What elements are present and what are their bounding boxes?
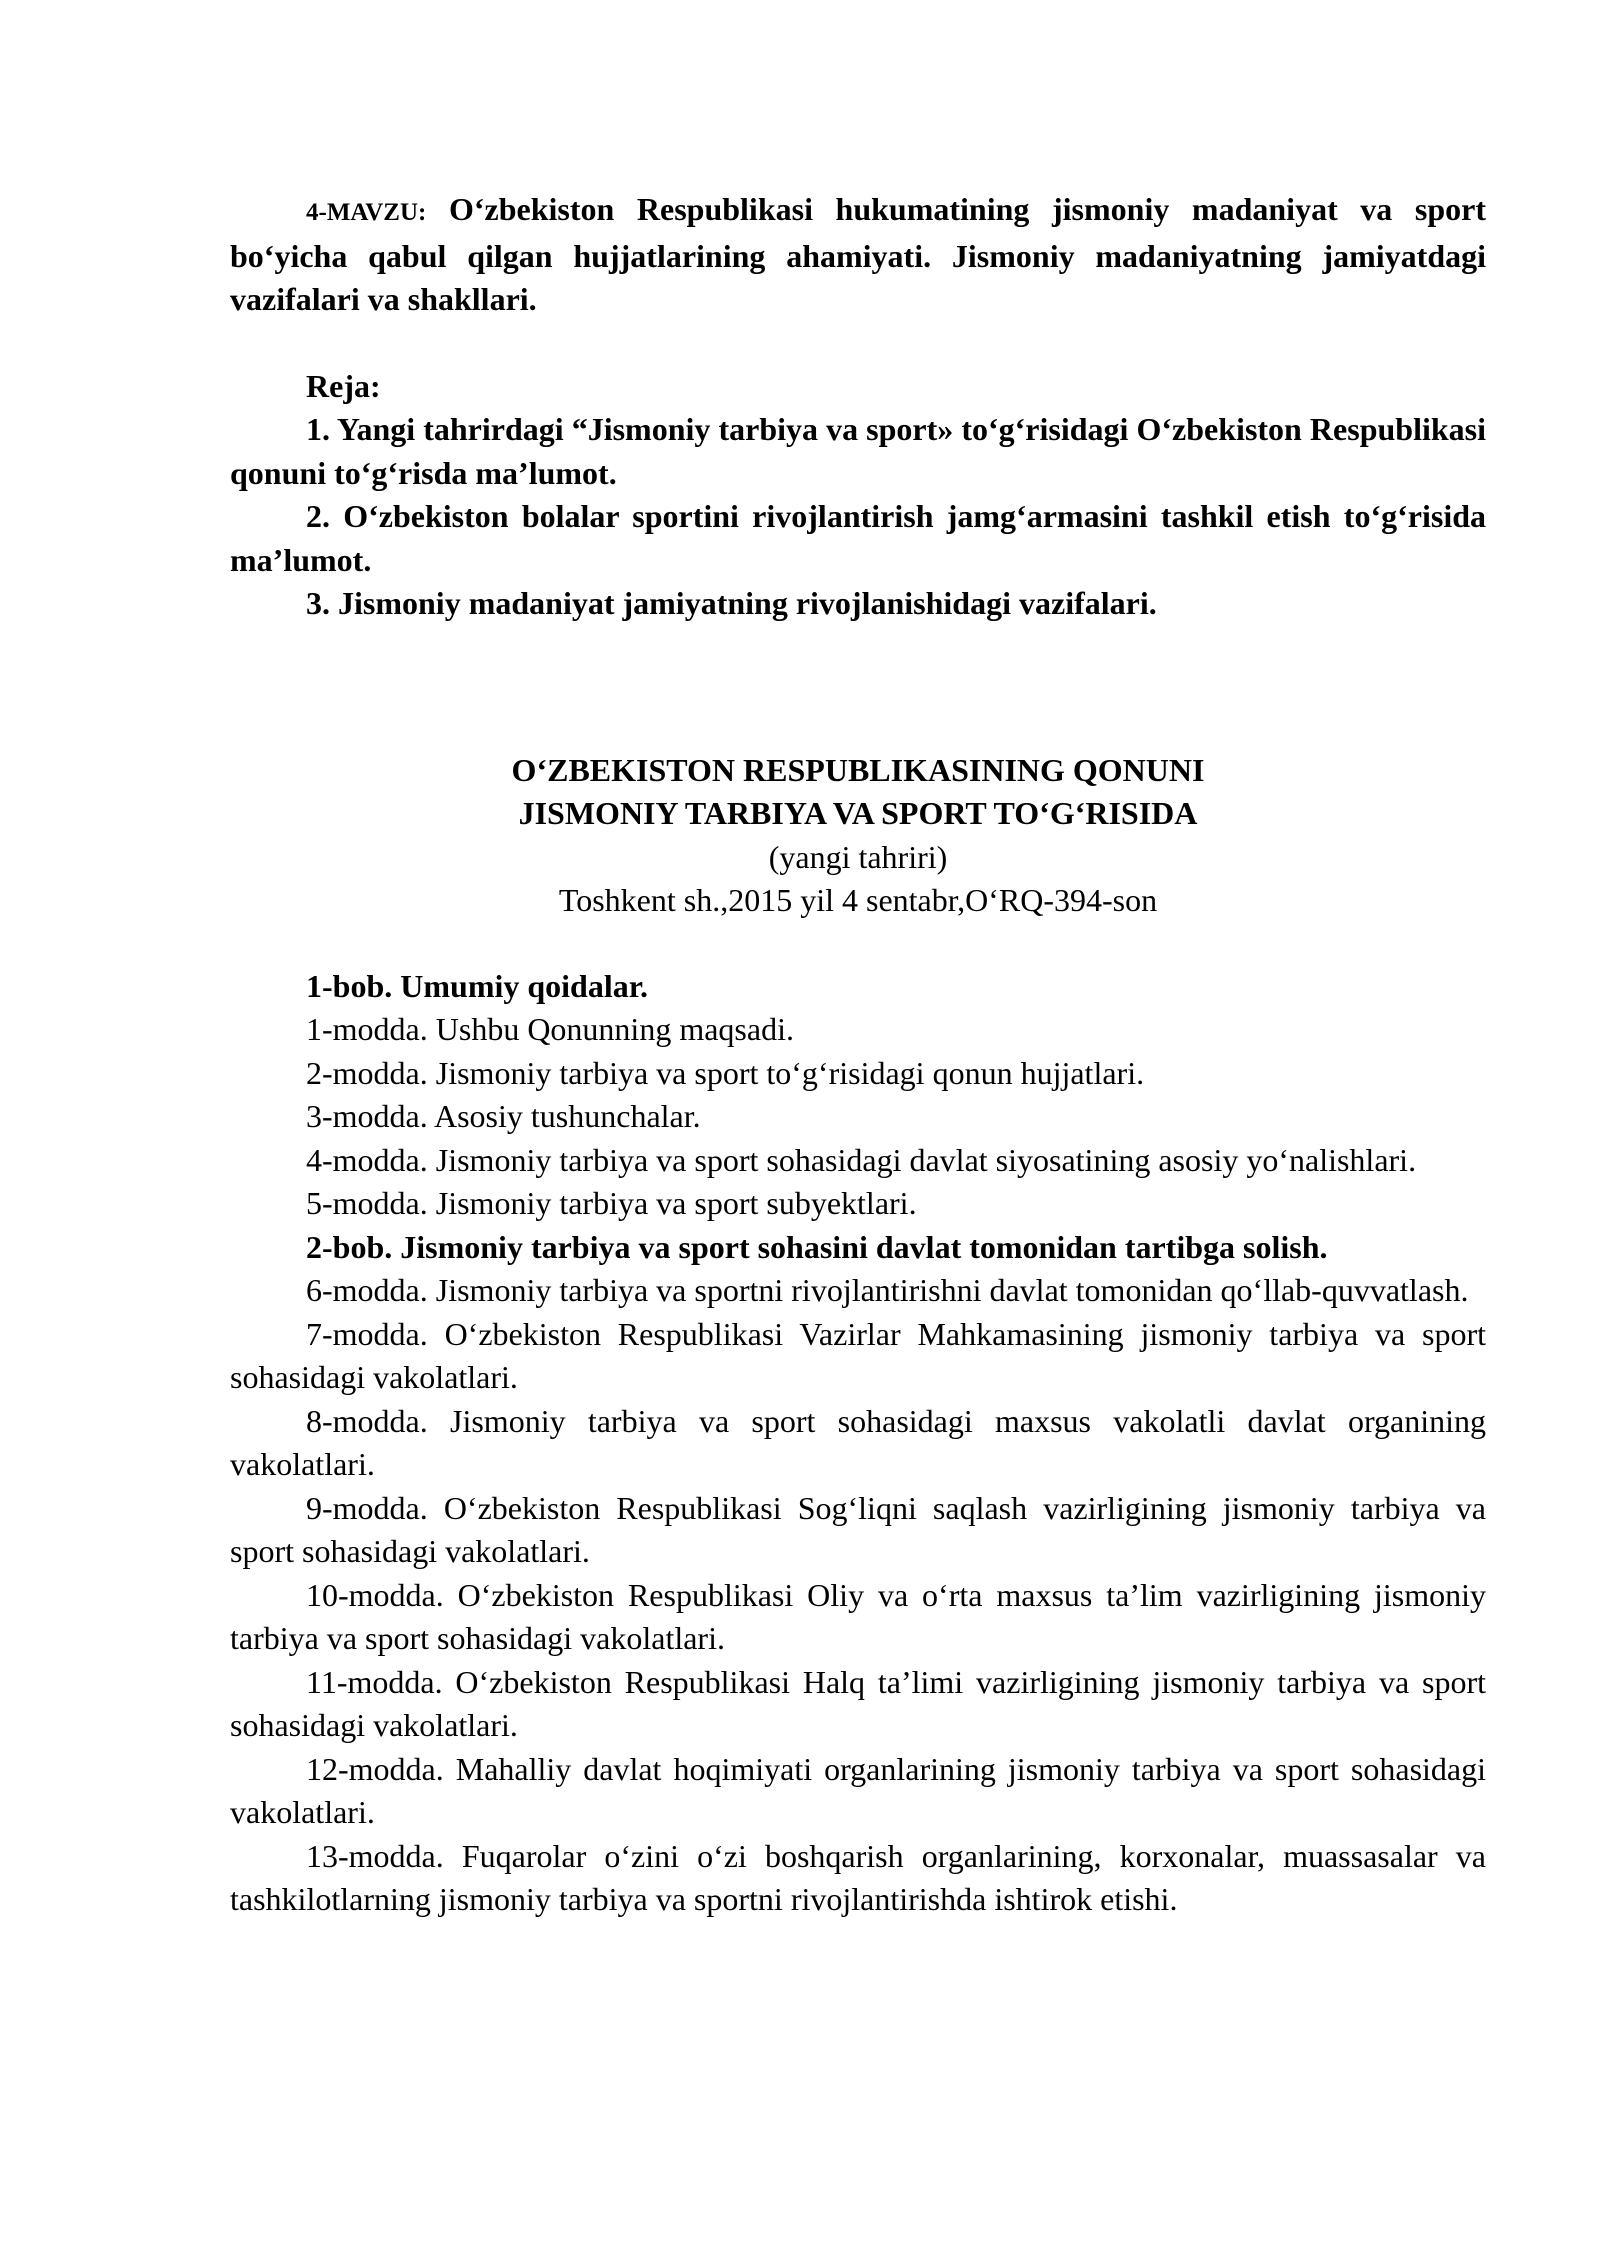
article-item: 3-modda. Asosiy tushunchalar. [306, 1098, 701, 1134]
topic-prefix: 4-MAVZU: [306, 199, 427, 226]
article-item: 11-modda. O‘zbekiston Respublikasi Halq ta’limi vazirligining jismoniy tarbiya va sport sohasidagi vakolatlari. [230, 1663, 1486, 1743]
article-item: 12-modda. Mahalliy davlat hoqimiyati organlarining jismoniy tarbiya va sport sohasidagi vakolatlari. [230, 1750, 1486, 1830]
spacer [230, 923, 1486, 965]
article-item: 1-modda. Ushbu Qonunning maqsadi. [306, 1011, 794, 1047]
law-edition: (yangi tahriri) [768, 838, 948, 875]
chapter-heading: 1-bob. Umumiy qoidalar. [306, 967, 648, 1004]
law-title-line-1: O‘ZBEKISTON RESPUBLIKASINING QONUNI [511, 751, 1205, 788]
spacer [230, 322, 1486, 365]
article-item: 2-modda. Jismoniy tarbiya va sport to‘g‘risidagi qonun hujjatlari. [306, 1054, 1145, 1091]
plan-item: 3. Jismoniy madaniyat jamiyatning rivojlanishidagi vazifalari. [306, 585, 1157, 621]
spacer [230, 626, 1486, 749]
article-item: 9-modda. O‘zbekiston Respublikasi Sog‘liqni saqlash vazirligining jismoniy tarbiya va sport sohasidagi vakolatlari. [230, 1489, 1486, 1569]
law-place-date: Toshkent sh.,2015 yil 4 sentabr,O‘RQ-394-son [558, 882, 1158, 918]
law-title-line-2: JISMONIY TARBIYA VA SPORT TO‘G‘RISIDA [518, 795, 1198, 831]
article-item: 4-modda. Jismoniy tarbiya va sport sohasidagi davlat siyosatining asosiy yo‘nalishlari. [306, 1141, 1417, 1178]
article-item: 8-modda. Jismoniy tarbiya va sport sohasidagi maxsus vakolatli davlat organining vakolatlari. [230, 1402, 1486, 1482]
plan-item: 1. Yangi tahrirdagi “Jismoniy tarbiya va sport» to‘g‘risidagi O‘zbekiston Respublikasi qonuni to‘g‘risda ma’lumot. [230, 411, 1486, 491]
chapter-heading: 2-bob. Jismoniy tarbiya va sport sohasini davlat tomonidan tartibga solish. [306, 1228, 1328, 1265]
topic-title: O‘zbekiston Respublikasi hukumatining jismoniy madaniyat va sport bo‘yicha qabul qilgan hujjatlarining ahamiyati. Jismoniy madaniyatning jamiyatdagi vazifalari va shakllari. [230, 191, 1486, 317]
plan-heading: Reja: [306, 367, 381, 404]
article-item: 10-modda. O‘zbekiston Respublikasi Oliy va o‘rta maxsus ta’lim vazirligining jismoniy tarbiya va sport sohasidagi vakolatlari. [230, 1576, 1486, 1656]
document-page [230, 188, 1486, 1922]
plan-item: 2. O‘zbekiston bolalar sportini rivojlantirish jamg‘armasini tashkil etish to‘g‘risida ma’lumot. [230, 498, 1486, 578]
article-item: 5-modda. Jismoniy tarbiya va sport subyektlari. [306, 1185, 917, 1221]
article-item: 6-modda. Jismoniy tarbiya va sportni rivojlantirishni davlat tomonidan qo‘llab-quvvatlash. [306, 1272, 1469, 1308]
article-item: 7-modda. O‘zbekiston Respublikasi Vazirlar Mahkamasining jismoniy tarbiya va sport sohasidagi vakolatlari. [230, 1315, 1486, 1395]
topic-heading [230, 188, 1486, 322]
article-item: 13-modda. Fuqarolar o‘zini o‘zi boshqarish organlarining, korxonalar, muassasalar va tashkilotlarning jismoniy tarbiya va sportni rivojlantirishda ishtirok etishi. [230, 1837, 1486, 1917]
